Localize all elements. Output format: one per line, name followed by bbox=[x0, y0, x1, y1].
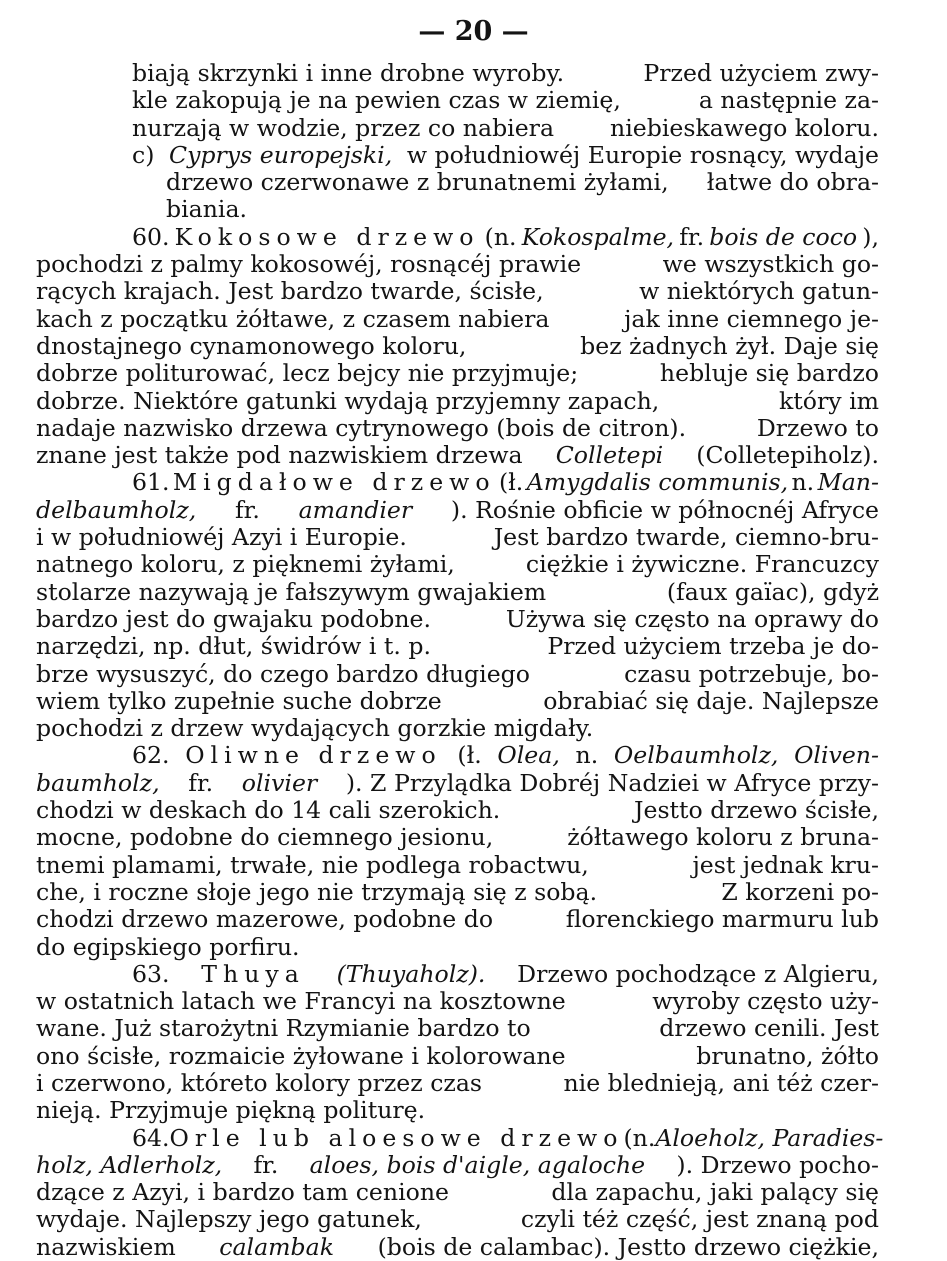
italic-term: baumholz, bbox=[36, 768, 160, 797]
text-line bbox=[36, 196, 879, 223]
text-line bbox=[36, 415, 879, 442]
entry-heading: Migdałowe drzewo bbox=[172, 468, 496, 497]
text-line bbox=[36, 606, 879, 633]
text-line bbox=[36, 224, 879, 251]
text-segment: pochodzi z drzew wydających gorzkie migdały. bbox=[36, 714, 594, 743]
text-segment: łatwe do obra- bbox=[706, 168, 879, 197]
text-segment: drzewo cenili. Jest bbox=[659, 1014, 879, 1043]
text-line bbox=[36, 1097, 879, 1124]
text-line bbox=[36, 360, 879, 387]
text-segment: ), bbox=[862, 222, 879, 251]
text-segment: 64. bbox=[132, 1123, 170, 1152]
text-line bbox=[36, 824, 879, 851]
text-line bbox=[36, 934, 879, 961]
body-text bbox=[36, 59, 884, 1261]
text-segment: Jestto drzewo ścisłe, bbox=[634, 796, 879, 825]
text-line bbox=[36, 142, 879, 169]
italic-term: bois de coco bbox=[709, 222, 858, 251]
text-segment: dobrze politurować, lecz bejcy nie przyjmuje; bbox=[36, 359, 579, 388]
entry-heading: Kokosowe drzewo bbox=[174, 222, 480, 251]
text-segment: biania. bbox=[166, 195, 248, 224]
text-line bbox=[36, 1015, 879, 1042]
text-segment: pochodzi z palmy kokosowéj, rosnącéj prawie bbox=[36, 250, 582, 279]
text-segment: znane jest także pod nazwiskiem drzewa bbox=[36, 441, 523, 470]
text-line bbox=[36, 60, 879, 87]
text-segment: dnostajnego cynamonowego koloru, bbox=[36, 331, 467, 360]
text-segment: wydaje. Najlepszy jego gatunek, bbox=[36, 1205, 422, 1234]
text-segment: biają skrzynki i inne drobne wyroby. bbox=[132, 59, 565, 87]
text-segment: jest jednak kru- bbox=[692, 850, 879, 879]
text-segment: jak inne ciemnego je- bbox=[624, 304, 879, 333]
text-segment: obrabiać się daje. Najlepsze bbox=[543, 686, 879, 715]
text-line bbox=[36, 961, 879, 988]
text-segment: hebluje się bardzo bbox=[659, 359, 879, 388]
text-segment: Jest bardzo twarde, ciemno-bru- bbox=[493, 523, 879, 552]
text-segment: chodzi drzewo mazerowe, podobne do bbox=[36, 905, 494, 934]
text-segment: Przed użyciem trzeba je do- bbox=[547, 632, 879, 661]
italic-term: Colletepi bbox=[555, 441, 664, 470]
italic-term: Man- bbox=[817, 468, 879, 497]
text-segment: i czerwono, któreto kolory przez czas bbox=[36, 1068, 483, 1097]
entry-heading: Orle lub aloesowe drzewo bbox=[169, 1123, 624, 1152]
italic-term: Amygdalis communis, bbox=[526, 468, 789, 497]
italic-term: amandier bbox=[298, 495, 413, 524]
entry-heading: Oliwne drzewo bbox=[185, 741, 442, 770]
text-segment: Drzewo pochodzące z Algieru, bbox=[517, 959, 879, 988]
text-segment: nieją. Przyjmuje piękną politurę. bbox=[36, 1096, 426, 1125]
text-line bbox=[36, 633, 879, 660]
text-segment: ono ścisłe, rozmaicie żyłowane i kolorowane bbox=[36, 1041, 566, 1070]
text-segment: (ł. bbox=[498, 468, 524, 497]
text-line bbox=[36, 1152, 879, 1179]
entry-heading: Thuya bbox=[201, 959, 305, 988]
text-segment: 63. bbox=[132, 959, 170, 988]
text-segment: który im bbox=[778, 386, 879, 415]
text-segment: florenckiego marmuru lub bbox=[565, 905, 879, 934]
text-segment: Używa się często na oprawy do bbox=[505, 604, 879, 633]
text-segment: narzędzi, np. dłut, świdrów i t. p. bbox=[36, 632, 431, 661]
text-line bbox=[36, 797, 879, 824]
text-line bbox=[36, 1206, 879, 1233]
text-line bbox=[36, 879, 879, 906]
text-line bbox=[36, 442, 879, 469]
text-segment: (n. bbox=[484, 222, 517, 251]
text-segment: wyroby często uży- bbox=[652, 987, 879, 1016]
italic-term: holz, Adlerholz, bbox=[36, 1150, 223, 1179]
text-segment: chodzi w deskach do 14 cali szerokich. bbox=[36, 796, 501, 825]
text-segment: niebieskawego koloru. bbox=[610, 113, 879, 142]
text-segment: nurzają w wodzie, przez co nabiera bbox=[132, 113, 555, 142]
text-segment: 60. bbox=[132, 222, 170, 251]
italic-term: olivier bbox=[241, 768, 318, 797]
text-segment: kach z początku żółtawe, z czasem nabiera bbox=[36, 304, 550, 333]
text-line bbox=[36, 906, 879, 933]
text-segment: i w południowéj Azyi i Europie. bbox=[36, 523, 407, 552]
italic-term: (Thuyaholz). bbox=[336, 959, 486, 988]
text-segment: c) bbox=[132, 140, 155, 169]
text-segment: we wszystkich go- bbox=[662, 250, 879, 279]
text-segment: stolarze nazywają je fałszywym gwajakiem bbox=[36, 577, 547, 606]
text-line bbox=[36, 988, 879, 1015]
text-segment: ). Rośnie obficie w północnéj Afryce bbox=[450, 495, 879, 524]
italic-term: Aloeholz, Paradies- bbox=[655, 1123, 884, 1152]
text-segment: w niektórych gatun- bbox=[639, 277, 879, 306]
text-segment: dla zapachu, jaki palący się bbox=[551, 1178, 879, 1207]
text-segment: Przed użyciem zwy- bbox=[643, 59, 879, 87]
text-line bbox=[36, 87, 879, 114]
text-segment: che, i roczne słoje jego nie trzymają się z sobą. bbox=[36, 877, 598, 906]
page-number: — 20 — bbox=[418, 16, 529, 47]
text-segment: a następnie za- bbox=[698, 86, 879, 115]
text-line bbox=[36, 251, 879, 278]
text-segment: w południowéj Europie rosnący, wydaje bbox=[406, 140, 879, 169]
text-segment: brunatno, żółto bbox=[696, 1041, 879, 1070]
text-segment: fr. bbox=[253, 1150, 279, 1179]
text-segment: (faux gaïac), gdyż bbox=[666, 577, 879, 606]
text-line bbox=[36, 1070, 879, 1097]
text-segment: bardzo jest do gwajaku podobne. bbox=[36, 604, 431, 633]
text-segment: (ł. bbox=[457, 741, 482, 770]
text-segment: wiem tylko zupełnie suche dobrze bbox=[36, 686, 442, 715]
text-line bbox=[36, 1043, 879, 1070]
text-segment: kle zakopują je na pewien czas w ziemię, bbox=[132, 86, 621, 115]
text-segment: dzące z Azyi, i bardzo tam cenione bbox=[36, 1178, 449, 1207]
text-line bbox=[36, 551, 879, 578]
text-segment: (bois de calambac). Jestto drzewo ciężkie, bbox=[377, 1232, 879, 1261]
text-segment: mocne, podobne do ciemnego jesionu, bbox=[36, 823, 494, 852]
text-segment: fr. bbox=[679, 222, 705, 251]
text-line bbox=[36, 688, 879, 715]
italic-term: Olea, bbox=[497, 741, 560, 770]
text-line bbox=[36, 1123, 884, 1152]
italic-term: Oelbaumholz, bbox=[613, 741, 779, 770]
text-segment: ciężkie i żywiczne. Francuzcy bbox=[525, 550, 879, 579]
text-line bbox=[36, 115, 879, 142]
text-line bbox=[36, 333, 879, 360]
text-line bbox=[36, 742, 879, 769]
text-line bbox=[36, 388, 879, 415]
text-line bbox=[36, 278, 879, 305]
italic-term: Kokospalme, bbox=[521, 222, 675, 251]
text-segment: Z korzeni po- bbox=[721, 877, 879, 906]
text-segment: nazwiskiem bbox=[36, 1232, 176, 1261]
text-segment: natnego koloru, z pięknemi żyłami, bbox=[36, 550, 455, 579]
text-line bbox=[36, 169, 879, 196]
text-segment: do egipskiego porfiru. bbox=[36, 932, 300, 961]
text-line bbox=[36, 579, 879, 606]
italic-term: delbaumholz, bbox=[36, 495, 197, 524]
text-segment: 62. bbox=[132, 741, 170, 770]
text-segment: brze wysuszyć, do czego bardzo długiego bbox=[36, 659, 530, 688]
text-segment: drzewo czerwonawe z brunatnemi żyłami, bbox=[166, 168, 669, 197]
text-line bbox=[36, 852, 879, 879]
text-segment: żółtawego koloru z bruna- bbox=[567, 823, 879, 852]
text-segment: 61. bbox=[132, 468, 170, 497]
text-line bbox=[36, 469, 879, 496]
text-segment: bez żadnych żył. Daje się bbox=[580, 331, 879, 360]
text-segment: (n. bbox=[623, 1123, 656, 1152]
text-segment: (Colletepiholz). bbox=[696, 441, 879, 470]
text-line bbox=[36, 524, 879, 551]
text-segment: Drzewo to bbox=[756, 413, 879, 442]
italic-term: calambak bbox=[219, 1232, 335, 1261]
text-segment: wane. Już starożytni Rzymianie bardzo to bbox=[36, 1014, 531, 1043]
text-segment: nie blednieją, ani téż czer- bbox=[563, 1068, 879, 1097]
text-segment: fr. bbox=[234, 495, 260, 524]
text-segment: ). Drzewo pocho- bbox=[676, 1150, 879, 1179]
text-segment: czasu potrzebuje, bo- bbox=[624, 659, 879, 688]
text-line bbox=[36, 661, 879, 688]
text-segment: w ostatnich latach we Francyi na kosztowne bbox=[36, 987, 566, 1016]
italic-term: Oliven- bbox=[794, 741, 879, 770]
text-segment: ). Z Przylądka Dobréj Nadziei w Afryce przy- bbox=[345, 768, 879, 797]
text-segment: nadaje nazwisko drzewa cytrynowego (bois de citron). bbox=[36, 413, 687, 442]
text-line bbox=[36, 1234, 879, 1261]
text-segment: dobrze. Niektóre gatunki wydają przyjemny zapach, bbox=[36, 386, 660, 415]
italic-term: Cyprys europejski, bbox=[169, 140, 393, 169]
text-segment: n. bbox=[575, 741, 599, 770]
text-line bbox=[36, 770, 879, 797]
italic-term: aloes, bois d'aigle, agaloche bbox=[309, 1150, 646, 1179]
text-segment: czyli téż część, jest znaną pod bbox=[520, 1205, 879, 1234]
text-segment: tnemi plamami, trwałe, nie podlega robactwu, bbox=[36, 850, 589, 879]
text-line bbox=[36, 715, 879, 742]
text-segment: fr. bbox=[188, 768, 214, 797]
text-line bbox=[36, 1179, 879, 1206]
text-line bbox=[36, 306, 879, 333]
text-segment: n. bbox=[791, 468, 815, 497]
text-line bbox=[36, 497, 879, 524]
text-segment: rących krajach. Jest bardzo twarde, ścisłe, bbox=[36, 277, 544, 306]
